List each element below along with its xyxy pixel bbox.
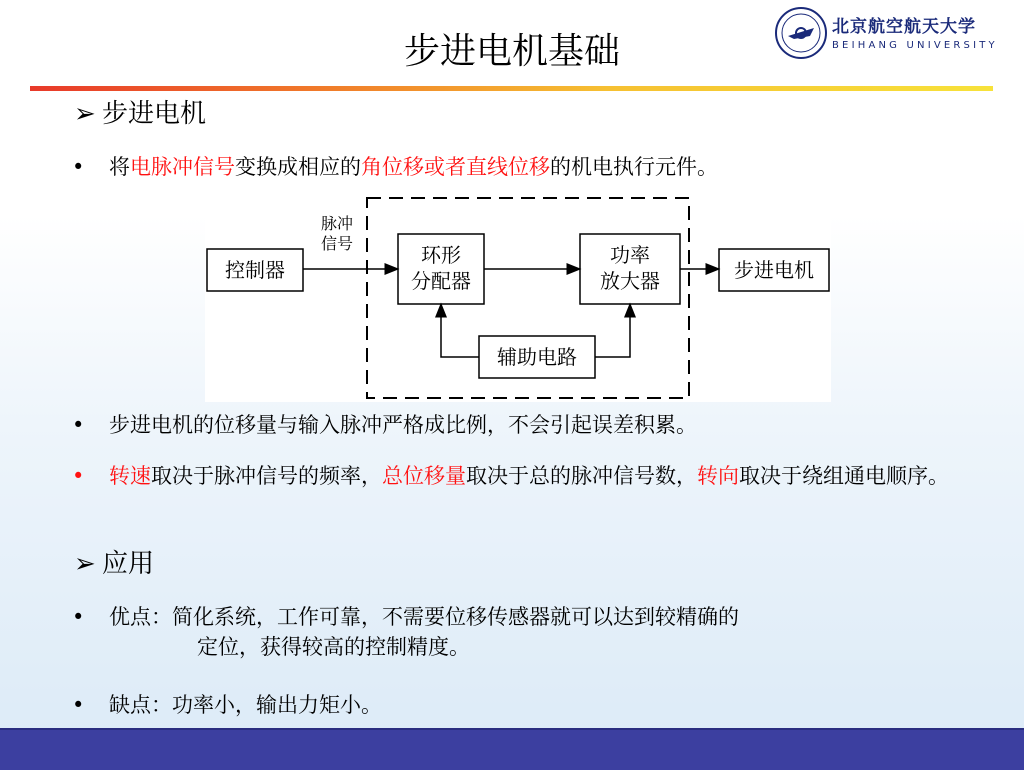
text-span: 的机电执行元件。	[550, 155, 718, 179]
pulse-signal-label	[309, 214, 365, 254]
bullet-dot: •	[72, 155, 85, 179]
section-heading-application	[74, 548, 154, 580]
bullet-dot: •	[72, 464, 85, 488]
block-diagram	[205, 196, 831, 402]
pulse-signal-line2: 信号	[320, 234, 353, 253]
footer-bar	[0, 728, 1024, 770]
bullet-dot: •	[72, 693, 85, 717]
section-heading-text: 步进电机	[102, 99, 207, 129]
university-name: 北京航空航天大学	[832, 17, 976, 37]
bullet-text	[109, 602, 979, 662]
amplifier-line2: 放大器	[600, 269, 660, 293]
text-span: 取决于脉冲信号的频率，	[151, 464, 382, 488]
arrow-bullet-icon: ➢	[74, 99, 96, 129]
arrow-aux-to-amplifier	[595, 304, 630, 357]
university-name-english: BEIHANG UNIVERSITY	[832, 40, 998, 51]
highlight-direction: 转向	[697, 464, 739, 488]
text-span: 将	[109, 155, 130, 179]
block-diagram-lines	[205, 196, 831, 402]
bullet-text: 缺点：功率小，输出力矩小。	[109, 693, 382, 717]
text-span: 取决于绕组通电顺序。	[739, 464, 949, 488]
distributor-label	[398, 242, 484, 294]
highlight-electric-pulse: 电脉冲信号	[130, 155, 235, 179]
controller-label: 控制器	[225, 258, 285, 282]
slide-title: 步进电机基础	[403, 31, 620, 72]
advantages-line1: 优点：简化系统，工作可靠，不需要位移传感器就可以达到较精确的	[109, 605, 739, 629]
arrow-aux-to-distributor	[441, 304, 479, 357]
aux-circuit-label: 辅助电路	[497, 345, 577, 369]
section-heading-text: 应用	[102, 549, 155, 579]
arrow-bullet-icon: ➢	[74, 549, 96, 579]
pulse-signal-line1: 脉冲	[320, 214, 353, 233]
bullet-text	[109, 461, 979, 491]
highlight-total-displacement: 总位移量	[382, 464, 466, 488]
bullet-dot: •	[72, 605, 85, 629]
distributor-line2: 分配器	[411, 269, 471, 293]
bullet-dot: •	[72, 413, 85, 437]
section-heading-stepper	[74, 98, 206, 130]
text-span: 取决于总的脉冲信号数，	[466, 464, 697, 488]
highlight-speed: 转速	[109, 464, 151, 488]
amplifier-label	[580, 242, 680, 294]
bullet-text: 步进电机的位移量与输入脉冲严格成比例，不会引起误差积累。	[109, 413, 697, 437]
bullet-text	[109, 152, 979, 182]
advantages-line2: 定位，获得较高的控制精度。	[197, 635, 470, 659]
title-underline	[30, 86, 993, 91]
text-span: 变换成相应的	[235, 155, 361, 179]
amplifier-line1: 功率	[610, 243, 650, 267]
university-emblem-icon	[774, 6, 828, 60]
distributor-line1: 环形	[421, 243, 461, 267]
highlight-displacement: 角位移或者直线位移	[361, 155, 550, 179]
motor-label: 步进电机	[734, 258, 814, 282]
university-logo	[774, 6, 1014, 62]
